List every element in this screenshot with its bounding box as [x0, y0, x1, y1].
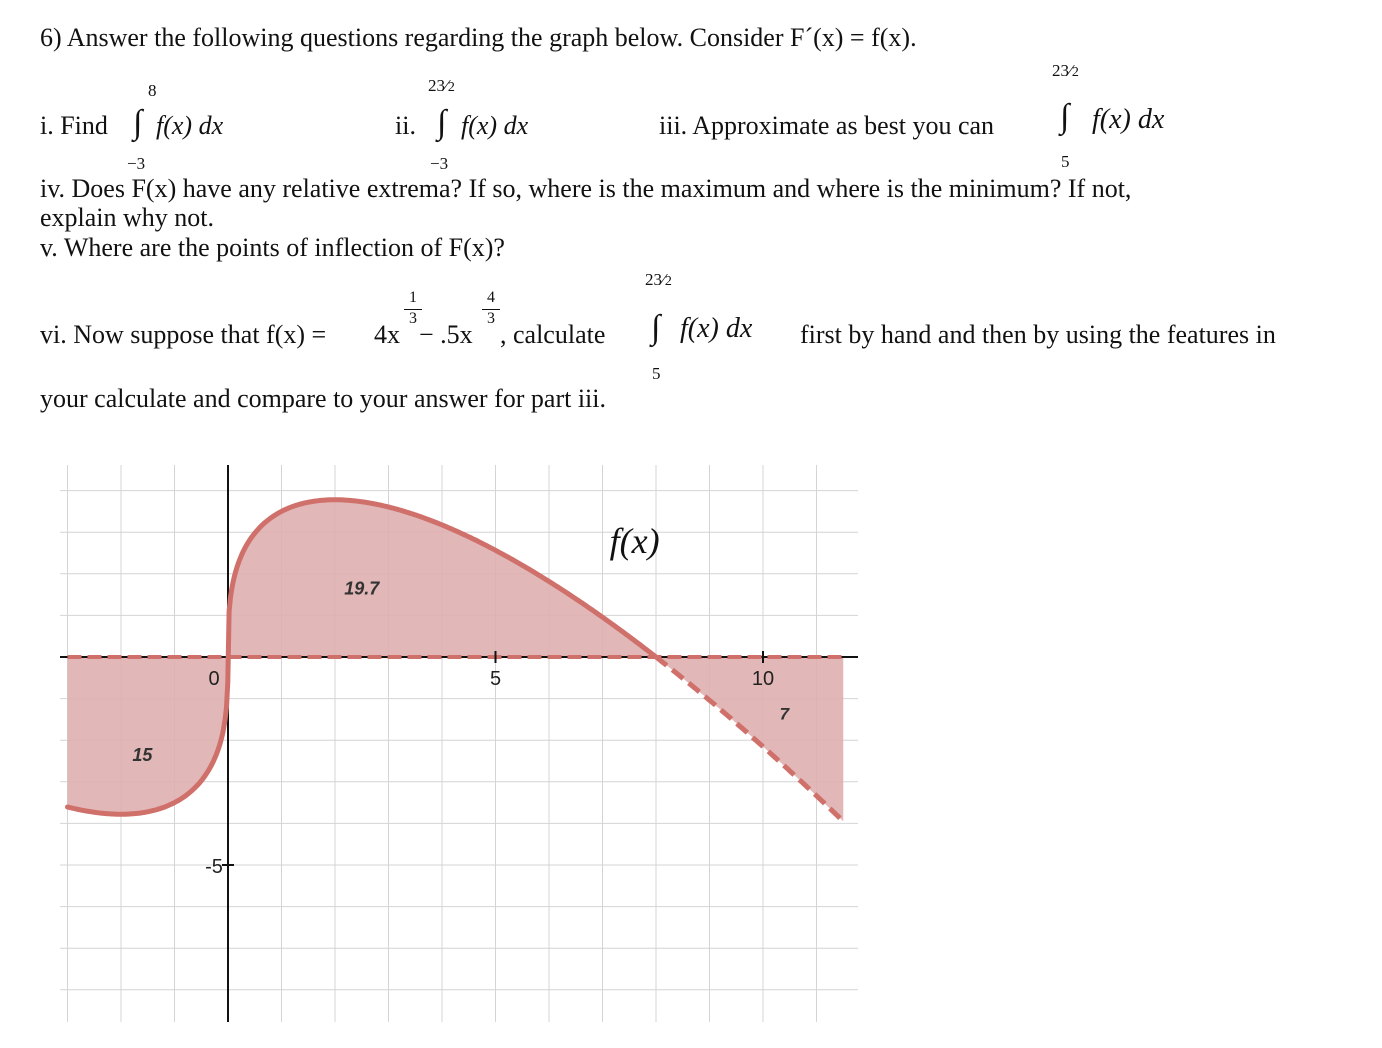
part-vi-integrand: f(x) dx — [680, 313, 753, 344]
part-iv-line-1: iv. Does F(x) have any relative extrema? If so, where is the maximum and where is the minimum? If not, — [40, 174, 1132, 203]
part-v-text: v. Where are the points of inflection of F(x)? — [40, 233, 505, 262]
part-vi-calculate: , calculate — [500, 320, 606, 349]
part-iii-integrand: f(x) dx — [1092, 104, 1165, 135]
tick-label-x-10: 10 — [751, 668, 775, 690]
part-i-integral-sign: ∫ — [133, 104, 143, 141]
part-i-lower-limit: −3 — [127, 154, 146, 173]
part-vi-label: vi. Now suppose that f(x) = — [40, 320, 327, 349]
question-heading: 6) Answer the following questions regarding the graph below. Consider F´(x) = f(x). — [40, 23, 917, 52]
part-ii-integrand: f(x) dx — [461, 111, 529, 140]
part-iii-lower-limit: 5 — [1061, 152, 1070, 171]
tick-label-y-neg-5: -5 — [205, 856, 223, 878]
part-vi-exponent-2: $\frac{4}{3}$ — [482, 289, 500, 328]
tick-label-x-5: 5 — [489, 668, 502, 690]
part-i-integrand: f(x) dx — [156, 111, 224, 140]
part-iii-label: iii. Approximate as best you can — [659, 111, 995, 140]
part-i-label: i. Find — [40, 111, 108, 140]
part-ii-integral-sign: ∫ — [437, 104, 447, 141]
part-vi-exponent-1: $\frac{1}{3}$ — [404, 289, 422, 328]
part-vi-line-2: your calculate and compare to your answer for part iii. — [40, 384, 606, 413]
part-ii-upper-limit: 23⁄2 — [428, 76, 455, 95]
part-vi-upper-limit: 23⁄2 — [645, 270, 672, 289]
part-i-upper-limit: 8 — [148, 81, 157, 100]
area-label-positive: 19.7 — [344, 578, 380, 599]
part-vi-tail: first by hand and then by using the features in — [800, 320, 1276, 349]
tick-label-x-0: 0 — [208, 668, 220, 690]
part-vi-lower-limit: 5 — [652, 364, 661, 383]
part-iii-integral-sign: ∫ — [1060, 98, 1070, 135]
part-vi-term-2: − .5x — [419, 320, 473, 349]
part-vi-term-1: 4x — [374, 320, 400, 349]
area-label-right: 7 — [779, 704, 790, 724]
part-ii-label: ii. — [395, 111, 416, 140]
shaded-area — [68, 500, 844, 822]
area-label-left: 15 — [132, 745, 153, 765]
curve-label: f(x) — [609, 521, 660, 561]
part-ii-lower-limit: −3 — [430, 154, 449, 173]
part-vi-integral-sign: ∫ — [651, 309, 661, 346]
part-iv-line-2: explain why not. — [40, 203, 215, 232]
part-iii-upper-limit: 23⁄2 — [1052, 61, 1079, 80]
